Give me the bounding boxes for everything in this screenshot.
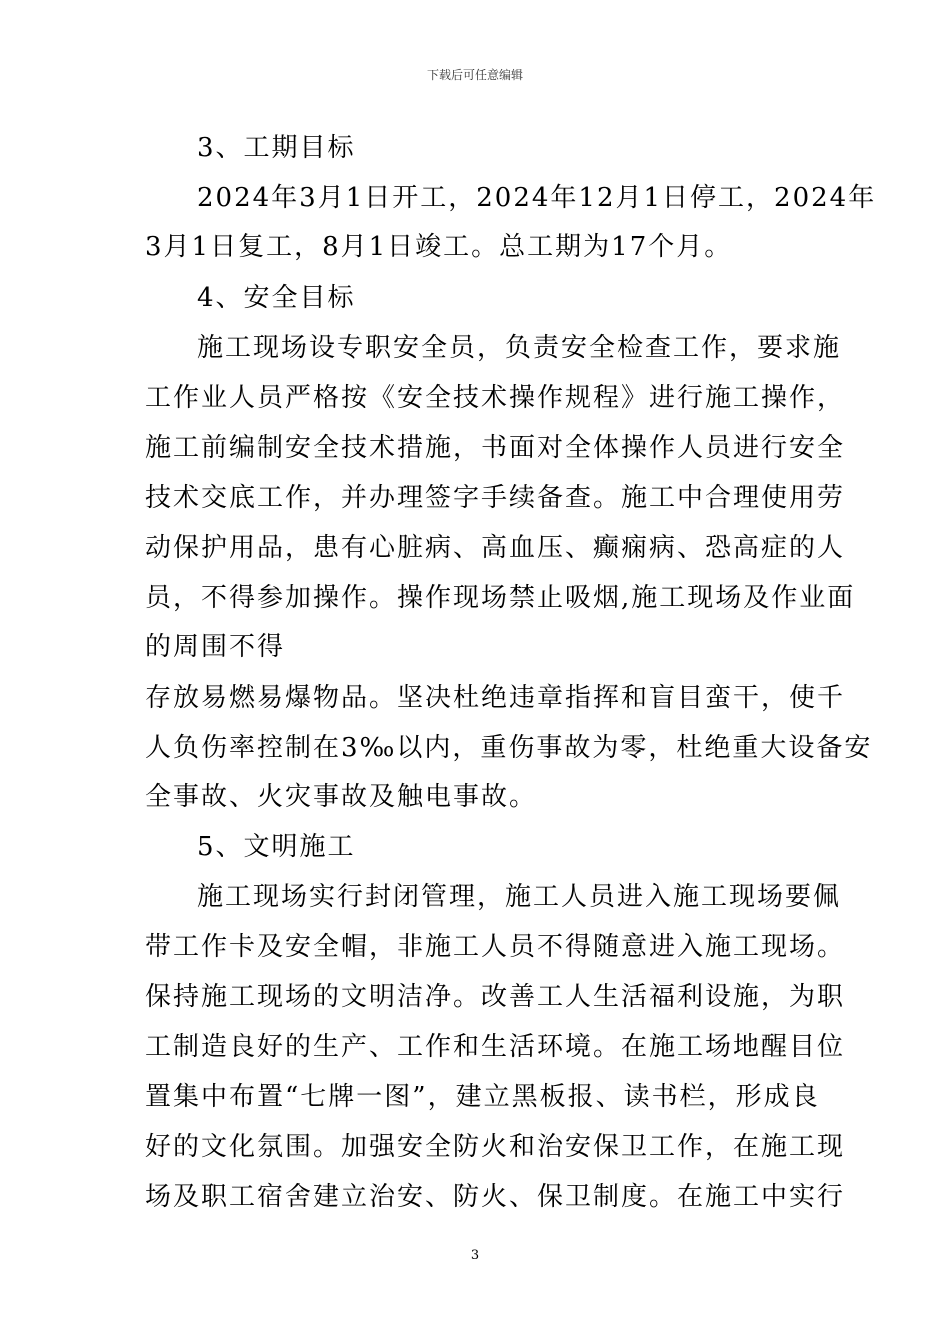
paragraph-line: 动保护用品，患有心脏病、高血压、癫痫病、恐高症的人: [145, 533, 846, 563]
paragraph-line: 2024年3月1日开工，2024年12月1日停工，2024年: [197, 183, 877, 213]
paragraph-line: 置集中布置“七牌一图”，建立黑板报、读书栏，形成良: [145, 1082, 820, 1112]
paragraph-line: 带工作卡及安全帽，非施工人员不得随意进入施工现场。: [145, 932, 846, 962]
paragraph-line: 工作业人员严格按《安全技术操作规程》进行施工操作，: [145, 383, 846, 413]
paragraph-line: 技术交底工作，并办理签字手续备查。施工中合理使用劳: [145, 483, 846, 513]
page-header: 下载后可任意编辑: [426, 68, 523, 82]
heading-schedule-goal: 3、工期目标: [197, 133, 356, 163]
heading-civilized-construction: 5、文明施工: [197, 832, 356, 862]
paragraph-line: 施工现场设专职安全员，负责安全检查工作，要求施: [197, 333, 842, 363]
paragraph-line: 好的文化氛围。加强安全防火和治安保卫工作，在施工现: [145, 1132, 846, 1162]
paragraph-line: 施工现场实行封闭管理，施工人员进入施工现场要佩: [197, 882, 842, 912]
paragraph-line: 人负伤率控制在3‰以内，重伤事故为零，杜绝重大设备安: [145, 733, 873, 763]
paragraph-line: 全事故、火灾事故及触电事故。: [145, 782, 538, 812]
paragraph-line: 员，不得参加操作。操作现场禁止吸烟,施工现场及作业面: [145, 583, 856, 613]
paragraph-line: 的周围不得: [145, 632, 286, 662]
page-number: 3: [470, 1248, 480, 1263]
paragraph-line: 场及职工宿舍建立治安、防火、保卫制度。在施工中实行: [145, 1182, 846, 1212]
paragraph-line: 3月1日复工，8月1日竣工。总工期为17个月。: [145, 232, 733, 262]
heading-safety-goal: 4、安全目标: [197, 283, 356, 313]
paragraph-line: 施工前编制安全技术措施，书面对全体操作人员进行安全: [145, 433, 846, 463]
paragraph-line: 工制造良好的生产、工作和生活环境。在施工场地醒目位: [145, 1032, 846, 1062]
paragraph-line: 保持施工现场的文明洁净。改善工人生活福利设施，为职: [145, 982, 846, 1012]
paragraph-line: 存放易燃易爆物品。坚决杜绝违章指挥和盲目蛮干，使千: [145, 683, 846, 713]
